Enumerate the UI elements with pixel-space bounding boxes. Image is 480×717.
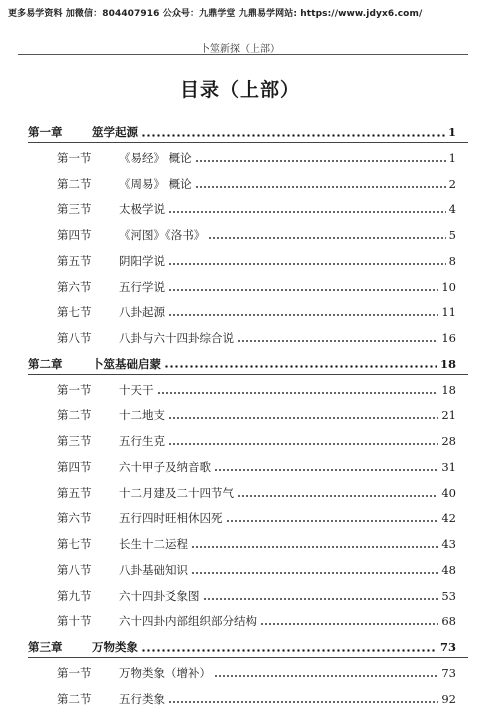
toc-row bbox=[57, 173, 456, 195]
section-number: 第二节 bbox=[57, 176, 92, 191]
toc-section-entry bbox=[0, 250, 480, 272]
dot-leader bbox=[168, 443, 438, 445]
toc-section-entry bbox=[0, 198, 480, 220]
dot-leader bbox=[195, 160, 446, 162]
toc-section-entry bbox=[0, 688, 480, 710]
toc-section-entry bbox=[0, 147, 480, 169]
section-title: 五行四时旺相休囚死 bbox=[119, 511, 223, 526]
toc-row bbox=[57, 276, 456, 298]
page-title: 目录（上部） bbox=[179, 79, 300, 101]
page-number: 2 bbox=[448, 176, 456, 191]
toc-section-entry bbox=[0, 482, 480, 504]
toc-section-entry bbox=[0, 404, 480, 426]
dot-leader bbox=[157, 392, 439, 394]
section-title: 五行学说 bbox=[119, 279, 165, 294]
dot-leader bbox=[168, 417, 438, 419]
toc-chapter-entry bbox=[0, 121, 480, 143]
section-title: 八卦基础知识 bbox=[119, 562, 188, 577]
dot-leader bbox=[168, 211, 446, 213]
section-title: 六十四卦爻象图 bbox=[119, 588, 200, 603]
header-divider bbox=[18, 54, 468, 55]
toc-row bbox=[57, 662, 456, 684]
section-number: 第七节 bbox=[57, 305, 92, 320]
page-number: 40 bbox=[441, 485, 456, 500]
page-number: 73 bbox=[439, 640, 456, 654]
page-number: 68 bbox=[441, 614, 456, 629]
dot-leader bbox=[141, 134, 445, 137]
page-number: 1 bbox=[447, 125, 456, 139]
section-title: 太极学说 bbox=[119, 202, 165, 217]
dot-leader bbox=[195, 186, 446, 188]
toc-section-entry bbox=[0, 533, 480, 555]
chapter-title: 万物类象 bbox=[92, 640, 138, 654]
section-title: 五行生克 bbox=[119, 434, 165, 448]
toc-row bbox=[57, 559, 456, 581]
section-title: 《河图》《洛书》 bbox=[119, 228, 206, 242]
page-number: 48 bbox=[441, 562, 456, 577]
section-number: 第一节 bbox=[57, 150, 92, 165]
page-number: 16 bbox=[441, 331, 456, 345]
section-number: 第二节 bbox=[57, 408, 92, 423]
toc-section-entry bbox=[0, 173, 480, 195]
page-number: 8 bbox=[448, 253, 456, 268]
dot-leader bbox=[168, 314, 438, 316]
section-title: 八卦与六十四卦综合说 bbox=[119, 331, 234, 345]
dot-leader bbox=[226, 520, 439, 522]
dot-leader bbox=[237, 495, 438, 497]
page-number: 4 bbox=[448, 202, 456, 217]
section-number: 第五节 bbox=[57, 485, 92, 500]
running-header: 卜筮新探（上部） bbox=[200, 44, 280, 55]
toc-section-entry bbox=[0, 327, 480, 349]
section-title: 长生十二运程 bbox=[119, 537, 188, 551]
page-number: 43 bbox=[441, 537, 456, 551]
page-number: 31 bbox=[441, 459, 456, 474]
chapter-title: 筮学起源 bbox=[92, 125, 138, 139]
section-title: 十天干 bbox=[119, 382, 154, 397]
page-number: 18 bbox=[439, 356, 456, 371]
section-number: 第四节 bbox=[57, 459, 92, 474]
section-number: 第三节 bbox=[57, 202, 92, 217]
toc-section-entry bbox=[0, 585, 480, 607]
page-number: 53 bbox=[441, 588, 456, 603]
dot-leader bbox=[203, 598, 439, 600]
toc-section-entry bbox=[0, 456, 480, 478]
section-title: 十二月建及二十四节气 bbox=[119, 485, 234, 500]
toc-row bbox=[57, 688, 456, 710]
section-title: 阴阳学说 bbox=[119, 253, 165, 268]
toc-row bbox=[57, 482, 456, 504]
chapter-number: 第二章 bbox=[28, 356, 63, 371]
toc-row bbox=[57, 250, 456, 272]
section-number: 第六节 bbox=[57, 511, 92, 526]
section-number: 第七节 bbox=[57, 537, 92, 551]
toc-section-entry bbox=[0, 559, 480, 581]
section-number: 第一节 bbox=[57, 665, 92, 680]
section-number: 第三节 bbox=[57, 434, 92, 448]
section-title: 《易经》 概论 bbox=[119, 150, 192, 165]
dot-leader bbox=[214, 469, 438, 471]
section-title: 八卦起源 bbox=[119, 305, 165, 320]
toc-row bbox=[57, 610, 456, 632]
page-number: 73 bbox=[441, 665, 456, 680]
section-number: 第八节 bbox=[57, 331, 92, 345]
section-title: 五行类象 bbox=[119, 691, 165, 706]
toc-section-entry bbox=[0, 379, 480, 401]
page-number: 10 bbox=[441, 279, 456, 294]
dot-leader bbox=[168, 289, 438, 291]
chapter-number: 第三章 bbox=[28, 640, 63, 654]
toc-chapter-entry bbox=[0, 636, 480, 658]
page-number: 1 bbox=[448, 150, 456, 165]
toc-row bbox=[57, 379, 456, 401]
chapter-title: 卜筮基础启蒙 bbox=[92, 356, 161, 371]
dot-leader bbox=[164, 365, 437, 368]
section-title: 十二地支 bbox=[119, 408, 165, 423]
toc-section-entry bbox=[0, 662, 480, 684]
page-number: 92 bbox=[441, 691, 456, 706]
section-number: 第二节 bbox=[57, 691, 92, 706]
dot-leader bbox=[141, 649, 437, 652]
toc-row bbox=[28, 121, 456, 143]
section-number: 第六节 bbox=[57, 279, 92, 294]
toc-row bbox=[57, 327, 456, 349]
section-number: 第八节 bbox=[57, 562, 92, 577]
section-number: 第四节 bbox=[57, 228, 92, 242]
toc-row bbox=[57, 198, 456, 220]
toc-section-entry bbox=[0, 430, 480, 452]
dot-leader bbox=[208, 237, 445, 239]
section-title: 六十四卦内部组织部分结构 bbox=[119, 614, 257, 629]
toc-section-entry bbox=[0, 610, 480, 632]
toc-section-entry bbox=[0, 276, 480, 298]
section-number: 第五节 bbox=[57, 253, 92, 268]
dot-leader bbox=[191, 546, 438, 548]
page-number: 5 bbox=[448, 228, 456, 242]
toc-section-entry bbox=[0, 224, 480, 246]
chapter-divider bbox=[28, 142, 468, 143]
dot-leader bbox=[260, 623, 438, 625]
page-number: 21 bbox=[441, 408, 456, 423]
chapter-divider bbox=[28, 374, 468, 375]
section-title: 万物类象（增补） bbox=[119, 665, 211, 680]
toc-row bbox=[57, 456, 456, 478]
page-number: 11 bbox=[441, 305, 456, 320]
page-number: 42 bbox=[441, 511, 456, 526]
toc-row bbox=[57, 301, 456, 323]
toc-row bbox=[57, 404, 456, 426]
toc-row bbox=[57, 533, 456, 555]
section-title: 六十甲子及纳音歌 bbox=[119, 459, 211, 474]
dot-leader bbox=[237, 340, 438, 342]
section-number: 第九节 bbox=[57, 588, 92, 603]
toc-row bbox=[57, 147, 456, 169]
watermark-text: 更多易学资料 加微信：804407916 公众号：九鼎学堂 九鼎易学网站: https://www.jdyx6.com/ bbox=[8, 9, 423, 19]
dot-leader bbox=[214, 675, 438, 677]
section-title: 《周易》 概论 bbox=[119, 176, 192, 191]
section-number: 第一节 bbox=[57, 382, 92, 397]
toc-row bbox=[57, 430, 456, 452]
toc-row bbox=[57, 224, 456, 246]
dot-leader bbox=[168, 263, 446, 265]
toc-row bbox=[28, 636, 456, 658]
toc-section-entry bbox=[0, 507, 480, 529]
page-number: 18 bbox=[441, 382, 456, 397]
chapter-divider bbox=[28, 657, 468, 658]
toc-row bbox=[57, 507, 456, 529]
toc-section-entry bbox=[0, 301, 480, 323]
toc-chapter-entry bbox=[0, 353, 480, 375]
section-number: 第十节 bbox=[57, 614, 92, 629]
dot-leader bbox=[168, 701, 438, 703]
dot-leader bbox=[191, 572, 438, 574]
toc-row bbox=[57, 585, 456, 607]
page-number: 28 bbox=[441, 434, 456, 448]
toc-row bbox=[28, 353, 456, 375]
chapter-number: 第一章 bbox=[28, 125, 63, 139]
